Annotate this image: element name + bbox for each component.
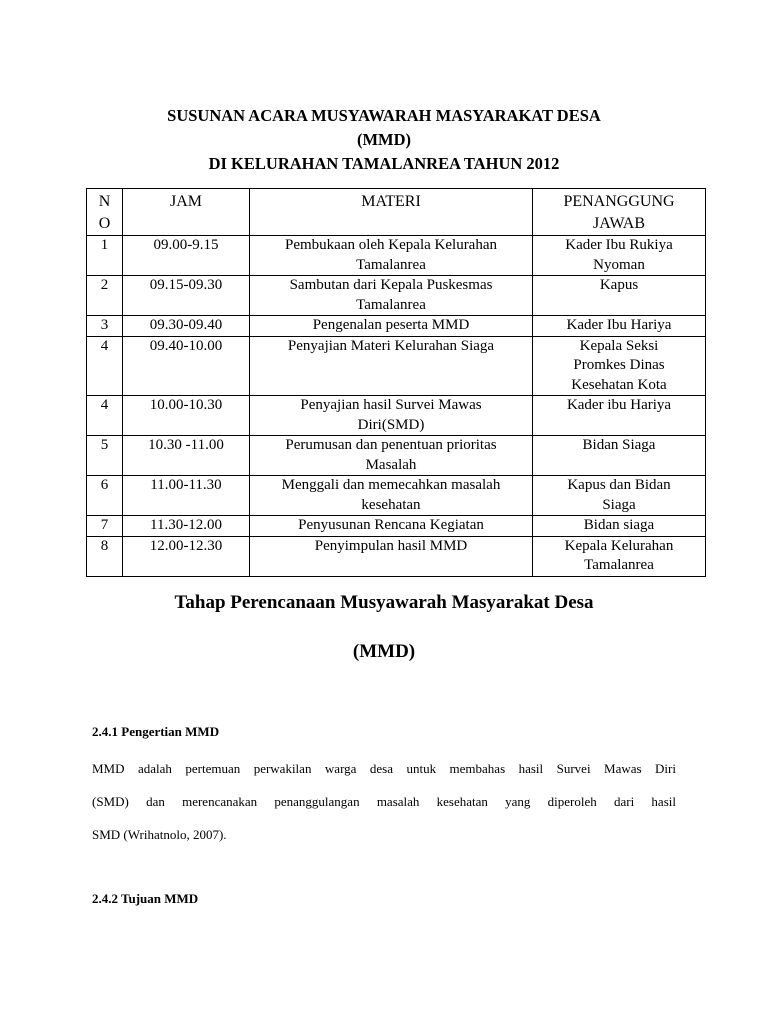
cell-materi	[250, 476, 533, 516]
table-row	[87, 276, 706, 316]
cell-pj-line: Kader ibu Hariya	[566, 397, 672, 413]
section-heading-line-1: Tahap Perencanaan Musyawarah Masyarakat Desa	[174, 592, 594, 613]
subsection-title-tujuan: 2.4.2 Tujuan MMD	[92, 891, 199, 906]
title-line-1: SUSUNAN ACARA MUSYAWARAH MASYARAKAT DESA	[167, 106, 601, 125]
cell-materi-line: Perumusan dan penentuan prioritas	[285, 437, 497, 453]
subsection-paragraph-pengertian	[92, 752, 676, 851]
header-jam: JAM	[123, 189, 250, 236]
cell-materi-line: Diri(SMD)	[357, 416, 425, 433]
cell-penanggung-jawab	[533, 436, 706, 476]
cell-materi-line: kesehatan	[361, 496, 421, 513]
cell-materi	[250, 536, 533, 576]
cell-no: 4	[87, 336, 123, 396]
section-heading-line-2: (MMD)	[352, 641, 416, 662]
cell-penanggung-jawab	[533, 516, 706, 537]
cell-materi-line: Sambutan dari Kepala Puskesmas	[289, 277, 493, 293]
header-no	[87, 189, 123, 236]
cell-pj-line: Nyoman	[593, 256, 645, 273]
cell-materi-line: Menggali dan memecahkan masalah	[281, 477, 501, 493]
agenda-table-body	[87, 236, 706, 577]
table-row	[87, 436, 706, 476]
table-row	[87, 336, 706, 396]
paragraph-line: (SMD) dan merencanakan penanggulangan masalah kesehatan yang diperoleh dari hasil	[92, 794, 676, 809]
cell-pj-line: Siaga	[602, 496, 636, 513]
cell-penanggung-jawab	[533, 236, 706, 276]
title-line-2: (MMD)	[356, 130, 412, 149]
cell-pj-line: Kesehatan Kota	[571, 376, 667, 393]
cell-jam: 11.30-12.00	[123, 516, 250, 537]
cell-pj-line: Kapus	[599, 277, 639, 293]
cell-jam: 09.15-09.30	[123, 276, 250, 316]
cell-no: 2	[87, 276, 123, 316]
cell-materi-line: Penyusunan Rencana Kegiatan	[298, 517, 484, 533]
title-line-3: DI KELURAHAN TAMALANREA TAHUN 2012	[208, 154, 560, 173]
cell-penanggung-jawab	[533, 336, 706, 396]
cell-no: 5	[87, 436, 123, 476]
cell-no: 7	[87, 516, 123, 537]
header-materi: MATERI	[250, 189, 533, 236]
cell-penanggung-jawab	[533, 536, 706, 576]
table-row	[87, 316, 706, 337]
cell-pj-line: Kepala Seksi	[579, 337, 659, 354]
cell-jam: 09.40-10.00	[123, 336, 250, 396]
cell-pj-line: Promkes Dinas	[573, 357, 665, 373]
header-pj-line-1: PENANGGUNG	[563, 193, 675, 210]
table-row	[87, 536, 706, 576]
cell-no: 3	[87, 316, 123, 337]
cell-materi-line: Pembukaan oleh Kepala Kelurahan	[285, 237, 497, 253]
document-title	[0, 104, 768, 176]
cell-materi	[250, 236, 533, 276]
cell-materi-line: Tamalanrea	[356, 296, 426, 313]
cell-no: 4	[87, 396, 123, 436]
cell-pj-line: Tamalanrea	[584, 557, 654, 573]
cell-pj-line: Kapus dan Bidan	[567, 477, 671, 493]
cell-pj-line: Bidan siaga	[583, 517, 655, 533]
subsection-title-pengertian: 2.4.1 Pengertian MMD	[92, 724, 220, 739]
cell-materi	[250, 336, 533, 396]
cell-materi	[250, 276, 533, 316]
cell-no: 6	[87, 476, 123, 516]
paragraph-line: SMD (Wrihatnolo, 2007).	[92, 827, 227, 842]
cell-penanggung-jawab	[533, 276, 706, 316]
cell-materi	[250, 396, 533, 436]
cell-materi-line: Penyajian Materi Kelurahan Siaga	[287, 337, 495, 354]
cell-materi-line: Penyimpulan hasil MMD	[314, 537, 468, 554]
cell-no: 8	[87, 536, 123, 576]
paragraph-line: MMD adalah pertemuan perwakilan warga desa untuk membahas hasil Survei Mawas Diri	[92, 761, 676, 776]
header-no-line-2: O	[98, 215, 111, 232]
cell-jam: 10.00-10.30	[123, 396, 250, 436]
cell-pj-line: Kader Ibu Rukiya	[565, 237, 673, 253]
cell-materi	[250, 516, 533, 537]
header-pj-line-2: JAWAB	[592, 215, 646, 232]
cell-materi	[250, 316, 533, 337]
cell-materi-line: Masalah	[365, 456, 417, 473]
cell-jam: 09.30-09.40	[123, 316, 250, 337]
cell-materi	[250, 436, 533, 476]
table-row	[87, 236, 706, 276]
cell-pj-line: Kader Ibu Hariya	[566, 317, 672, 333]
cell-materi-line: Penyajian hasil Survei Mawas	[300, 397, 482, 413]
cell-pj-line: Kepala Kelurahan	[564, 537, 674, 554]
table-row	[87, 516, 706, 537]
cell-jam: 10.30 -11.00	[123, 436, 250, 476]
cell-jam: 09.00-9.15	[123, 236, 250, 276]
cell-materi-line: Pengenalan peserta MMD	[312, 317, 470, 333]
header-penanggung-jawab	[533, 189, 706, 236]
cell-materi-line: Tamalanrea	[356, 256, 426, 273]
table-row	[87, 476, 706, 516]
cell-no: 1	[87, 236, 123, 276]
agenda-table	[86, 188, 706, 577]
cell-pj-line: Bidan Siaga	[582, 437, 656, 453]
cell-penanggung-jawab	[533, 476, 706, 516]
table-header-row	[87, 189, 706, 236]
cell-penanggung-jawab	[533, 316, 706, 337]
table-row	[87, 396, 706, 436]
cell-jam: 11.00-11.30	[123, 476, 250, 516]
header-no-line-1: N	[98, 193, 111, 210]
cell-penanggung-jawab	[533, 396, 706, 436]
cell-jam: 12.00-12.30	[123, 536, 250, 576]
